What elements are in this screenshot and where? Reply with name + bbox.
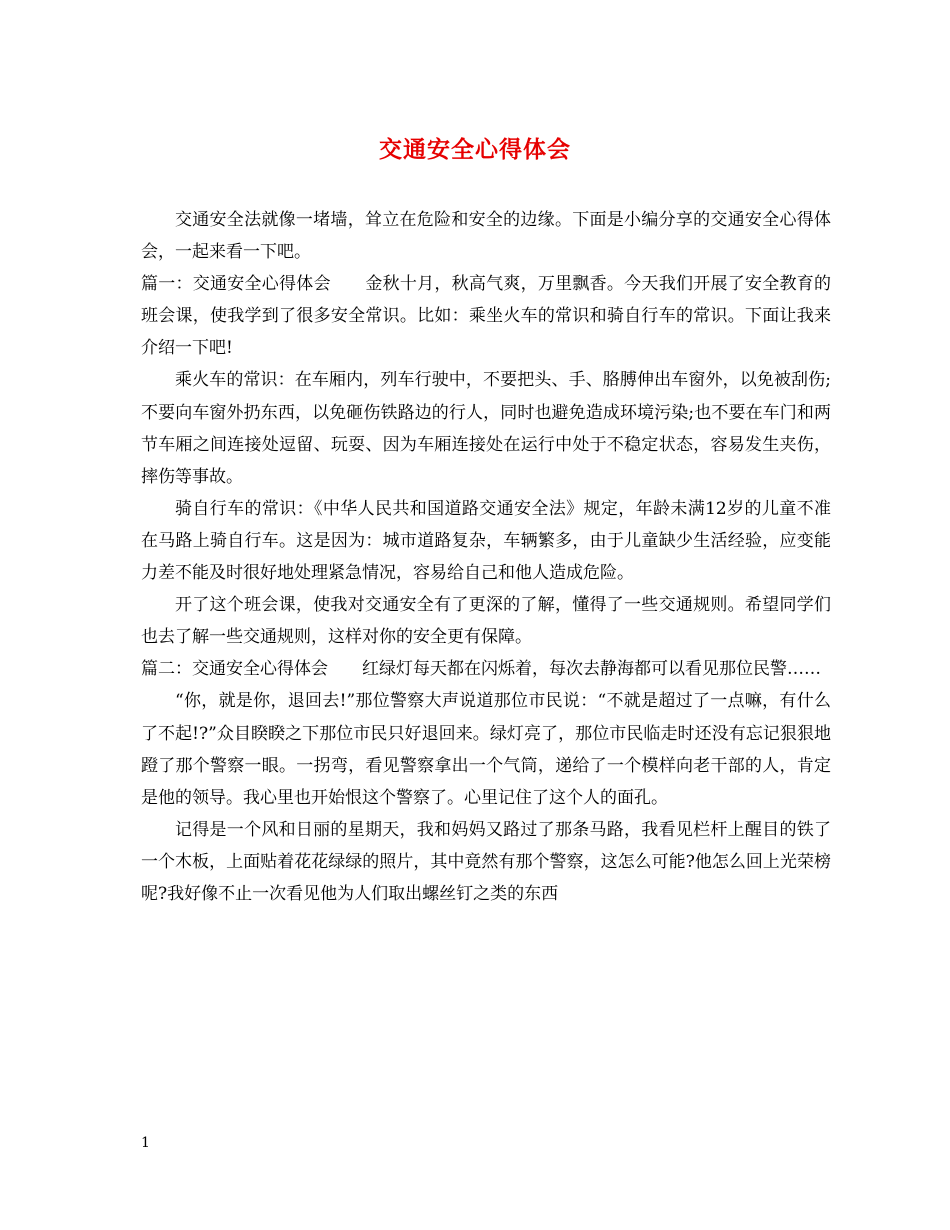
paragraph-intro: 交通安全法就像一堵墙，耸立在危险和安全的边缘。下面是小编分享的交通安全心得体会，一起来看一下吧。 — [141, 210, 831, 263]
paragraph-police-story: “你，就是你，退回去!”那位警察大声说道那位市民说：“不就是超过了一点嘛，有什么了不起!?”众目睽睽之下那位市民只好退回来。绿灯亮了，那位市民临走时还没有忘记狠狠地蹬了那个警察一眼。一拐弯，看见警察拿出一个气筒，递给了一个模样向老干部的人，肯定是他的领导。我心里也开始恨这个警察了。心里记住了这个人的面孔。 — [141, 691, 831, 808]
paragraph-part-one: 篇一：交通安全心得体会 金秋十月，秋高气爽，万里飘香。今天我们开展了安全教育的班会课，使我学到了很多安全常识。比如：乘坐火车的常识和骑自行车的常识。下面让我来介绍一下吧! — [141, 274, 831, 359]
page-number: 1 — [141, 1135, 150, 1151]
paragraph-bicycle-safety: 骑自行车的常识：《中华人民共和国道路交通安全法》规定，年龄未满12岁的儿童不准在马路上骑自行车。这是因为：城市道路复杂，车辆繁多，由于儿童缺少生活经验，应变能力差不能及时很好地处理紧急情况，容易给自己和他人造成危险。 — [141, 498, 831, 584]
paragraph-class-summary: 开了这个班会课，使我对交通安全有了更深的了解，懂得了一些交通规则。希望同学们也去了解一些交通规则，这样对你的安全更有保障。 — [141, 595, 831, 648]
paragraph-honor-board: 记得是一个风和日丽的星期天，我和妈妈又路过了那条马路，我看见栏杆上醒目的铁了一个木板，上面贴着花花绿绿的照片，其中竟然有那个警察，这怎么可能?他怎么回上光荣榜呢?我好像不止一次看见他为人们取出螺丝钉之类的东西 — [141, 819, 831, 904]
paragraph-part-two: 篇二：交通安全心得体会 红绿灯每天都在闪烁着，每次去静海都可以看见那位民警…… — [141, 659, 821, 680]
document-title: 交通安全心得体会 — [379, 136, 571, 163]
paragraph-train-safety: 乘火车的常识：在车厢内，列车行驶中，不要把头、手、胳膊伸出车窗外，以免被刮伤;不要向车窗外扔东西，以免砸伤铁路边的行人，同时也避免造成环境污染;也不要在车门和两节车厢之间连接处逗留、玩耍、因为车厢连接处在运行中处于不稳定状态，容易发生夹伤，摔伤等事故。 — [141, 370, 831, 487]
document-body — [141, 204, 831, 910]
